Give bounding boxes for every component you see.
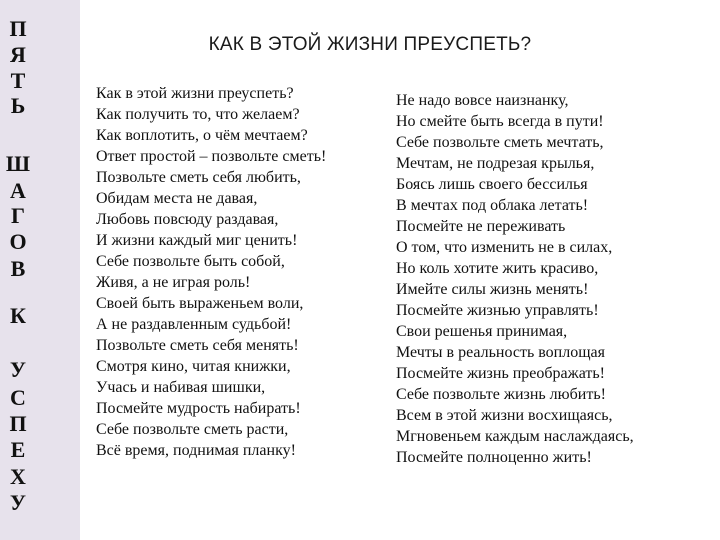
poem-line: Ответ простой – позвольте сметь! (96, 148, 327, 165)
sidebar-letter: Ь (10, 93, 26, 118)
sidebar-letter: К (10, 303, 26, 328)
poem-line: Посмейте полноценно жить! (396, 449, 592, 466)
poem-line: Но коль хотите жить красиво, (396, 260, 599, 277)
poem-line: Не надо вовсе наизнанку, (396, 92, 569, 109)
poem-line: Живя, а не играя роль! (96, 274, 251, 291)
poem-line: Мечты в реальность воплощая (396, 344, 606, 361)
poem-line: Как в этой жизни преуспеть? (96, 85, 294, 102)
sidebar-vertical-title (0, 0, 80, 540)
sidebar-letter: П (9, 16, 27, 41)
poem-line: Свои решенья принимая, (396, 323, 568, 340)
poem-line: Позвольте сметь себя любить, (96, 169, 301, 186)
sidebar-letter: П (9, 411, 27, 436)
poem-line: Любовь повсюду раздавая, (96, 211, 279, 228)
sidebar-letter: Г (11, 203, 25, 228)
poem-line: Себе позвольте сметь мечтать, (396, 134, 604, 151)
poem-line: Мечтам, не подрезая крылья, (396, 155, 595, 172)
poem-line: Имейте силы жизнь менять! (396, 281, 589, 298)
poem-line: Посмейте жизнь преображать! (396, 365, 605, 382)
poem-line: Обидам места не давая, (96, 190, 258, 207)
poem-line: Себе позвольте быть собой, (96, 253, 285, 270)
poem-line: Всё время, поднимая планку! (96, 442, 296, 459)
poem-column-right (396, 90, 634, 468)
sidebar-letter: Е (10, 437, 26, 462)
sidebar-letter: В (10, 256, 26, 281)
poem-line: Учась и набивая шишки, (96, 379, 266, 396)
poem-line: Посмейте мудрость набирать! (96, 400, 301, 417)
poem-line: В мечтах под облака летать! (396, 197, 589, 214)
page-title: КАК В ЭТОЙ ЖИЗНИ ПРЕУСПЕТЬ? (208, 34, 532, 55)
poem-line: Позвольте сметь себя менять! (96, 337, 299, 354)
poem-line: Себе позвольте сметь расти, (96, 421, 289, 438)
poem-line: А не раздавленным судьбой! (96, 316, 292, 333)
sidebar-letter: Я (10, 42, 26, 67)
poem-line: Себе позвольте жизнь любить! (396, 386, 606, 403)
poem-line: Боясь лишь своего бессилья (396, 176, 588, 193)
poem-line: Но смейте быть всегда в пути! (396, 113, 604, 130)
poem-line: И жизни каждый миг ценить! (96, 232, 298, 249)
poem-line: Смотря кино, читая книжки, (96, 358, 291, 375)
poem-line: Как воплотить, о чём мечтаем? (96, 127, 308, 144)
sidebar-letter: Ш (5, 151, 31, 176)
poem-line: Как получить то, что желаем? (96, 106, 300, 123)
sidebar-letter: У (9, 490, 27, 515)
sidebar-letter: О (9, 229, 27, 254)
poem-line: Всем в этой жизни восхищаясь, (396, 407, 613, 424)
sidebar-letter: С (10, 385, 26, 410)
poem-line: Мгновеньем каждым наслаждаясь, (396, 428, 634, 445)
sidebar-letter: Т (10, 68, 26, 93)
poem-line: Посмейте жизнью управлять! (396, 302, 599, 319)
sidebar-letter: Х (10, 464, 26, 489)
poem-line: О том, что изменить не в силах, (396, 239, 613, 256)
poem-line: Своей быть выраженьем воли, (96, 295, 304, 312)
sidebar-letter: У (9, 357, 27, 382)
poem-column-left (96, 83, 326, 461)
poem-line: Посмейте не переживать (396, 218, 566, 235)
sidebar-letter: А (10, 178, 26, 203)
